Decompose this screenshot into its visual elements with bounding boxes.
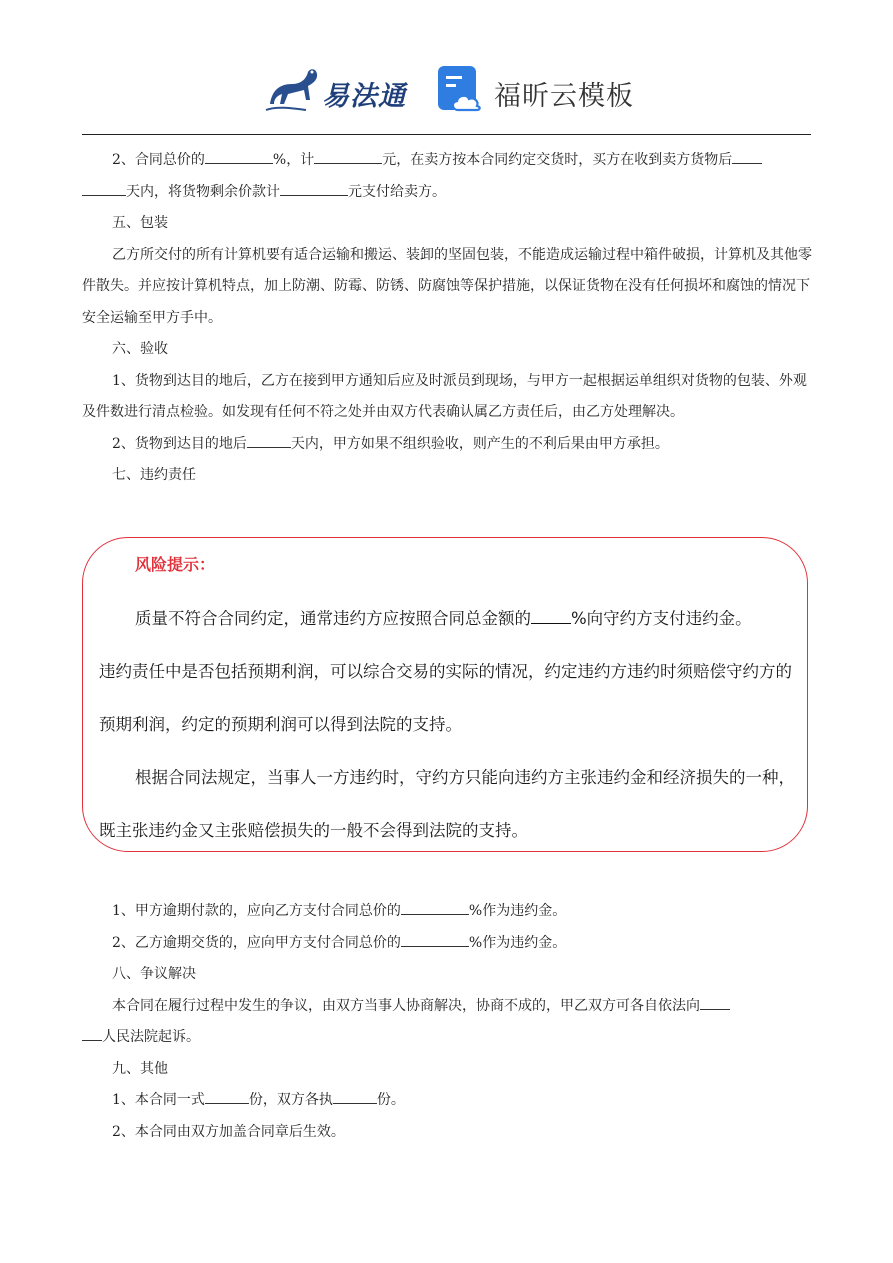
section-heading: 八、争议解决 [112,966,196,982]
cloud-document-icon [436,64,486,114]
blank-line [82,1026,102,1041]
blank-line [82,181,126,196]
risk-warning-content [99,592,797,857]
packaging-paragraph: 乙方所交付的所有计算机要有适合运输和搬运、装卸的坚固包装，不能造成运输过程中箱件破损，计算机及其他零件散失。并应按计算机特点，加上防潮、防霉、防锈、防腐蚀等保护措施，以保证货物在没有任何损坏和腐蚀的情况下安全运输至甲方手中。 [82,246,812,326]
blank-line [205,149,273,164]
section-heading: 六、验收 [112,341,168,357]
section-heading: 九、其他 [112,1060,168,1077]
liability-item: 2、乙方逾期交货的，应向甲方支付合同总价的 %作为违约金。 [82,928,812,960]
blank-line [732,149,762,164]
blank-line [700,995,730,1010]
risk-paragraph: 违约责任中是否包括预期利润，可以综合交易的实际的情况，约定违约方违约时须赔偿守约方的预期利润，约定的预期利润可以得到法院的支持。 [99,662,792,734]
section-heading: 七、违约责任 [112,467,196,483]
risk-paragraph: 质量不符合合同约定，通常违约方应按照合同总金额的 %向守约方支付违约金。 [135,609,752,628]
header-divider [82,134,811,135]
contract-body-lower [82,896,812,1148]
blank-line [401,932,469,947]
contract-body-upper [82,145,812,492]
risk-warning-title: 风险提示： [135,555,216,574]
acceptance-item: 2、货物到达目的地后 天内，甲方如果不组织验收，则产生的不利后果由甲方承担。 [82,429,812,461]
dispute-paragraph: 本合同在履行过程中发生的争议，由双方当事人协商解决，协商不成的，甲乙双方可各自依法向 人民法院起诉。 [82,991,812,1054]
yifatong-logo [262,60,412,116]
payment-clause: 2、合同总价的 %，计 元，在卖方按本合同约定交货时，买方在收到卖方货物后 天内，将货物剩余价款计 元支付给卖方。 [82,145,812,208]
blank-line [333,1089,377,1104]
section-heading: 五、包装 [112,215,168,231]
foxit-wordmark: 福昕云模板 [494,81,634,112]
blank-line [247,433,291,448]
blank-line [314,149,382,164]
qilin-mascot-icon [262,60,322,116]
other-item: 2、本合同由双方加盖合同章后生效。 [112,1123,345,1140]
blank-line [205,1089,249,1104]
risk-paragraph: 根据合同法规定，当事人一方违约时，守约方只能向违约方主张违约金和经济损失的一种，既主张违约金又主张赔偿损失的一般不会得到法院的支持。 [99,768,795,840]
liability-item: 1、甲方逾期付款的，应向乙方支付合同总价的 %作为违约金。 [82,896,812,928]
risk-warning-box [82,537,808,852]
blank-line [280,181,348,196]
yifatong-wordmark: 易法通 [322,81,406,112]
other-item: 1、本合同一式 份，双方各执 份。 [82,1085,812,1117]
blank-line [401,900,469,915]
blank-line [531,607,571,624]
acceptance-item: 1、货物到达目的地后，乙方在接到甲方通知后应及时派员到现场，与甲方一起根据运单组织对货物的包装、外观及件数进行清点检验。如发现有任何不符之处并由双方代表确认属乙方责任后，由乙方处理解决。 [82,372,807,420]
document-header [0,52,893,132]
foxit-template-logo [436,64,636,116]
